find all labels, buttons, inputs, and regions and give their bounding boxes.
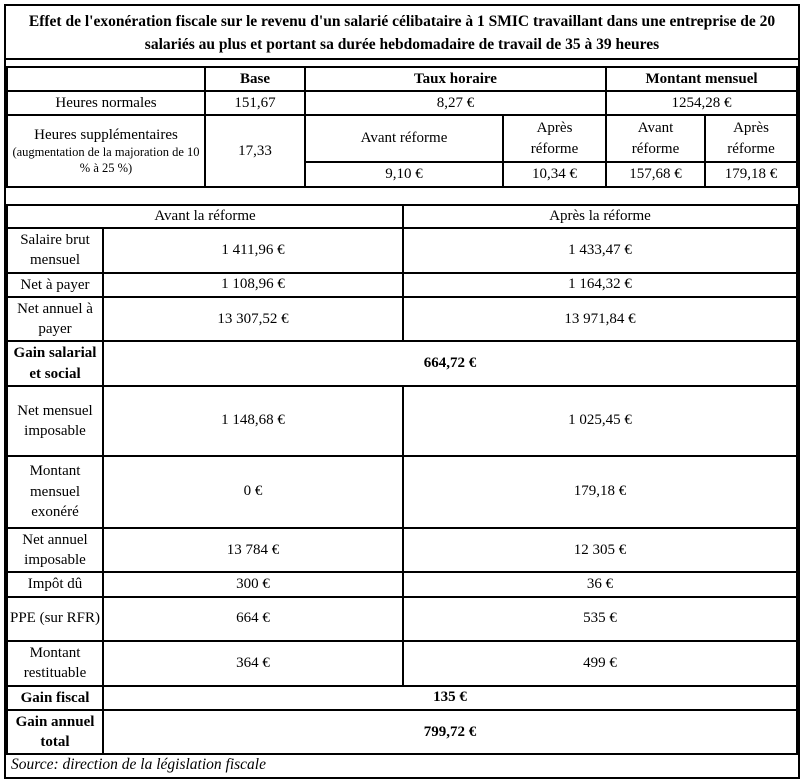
row-net-a-payer — [7, 273, 797, 297]
row-label: Montant restituable — [7, 641, 103, 686]
heures-sup-header-row — [7, 115, 797, 162]
value-avant: 13 307,52 € — [103, 297, 403, 342]
row-montant-mensuel-exonere — [7, 456, 797, 528]
value-apres: 535 € — [403, 597, 797, 641]
row-net-annuel-imposable — [7, 528, 797, 573]
heures-sup-montant-apres: 179,18 € — [705, 162, 797, 187]
row-impot-du — [7, 572, 797, 596]
row-label: Montant mensuel exonéré — [7, 456, 103, 528]
subheader-montant-avant: Avant réforme — [606, 115, 705, 162]
heures-sup-label-cell — [7, 115, 205, 187]
comparison-header-row — [7, 205, 797, 228]
value-apres: 13 971,84 € — [403, 297, 797, 342]
heures-sup-base: 17,33 — [205, 115, 305, 187]
col-header-base: Base — [205, 67, 305, 91]
subheader-taux-apres: Après réforme — [503, 115, 606, 162]
row-net-annuel-a-payer — [7, 297, 797, 342]
value-span: 664,72 € — [103, 341, 797, 386]
value-avant: 664 € — [103, 597, 403, 641]
document-title: Effet de l'exonération fiscale sur le revenu d'un salarié célibataire à 1 SMIC travaillant dans une entreprise de 20 salariés au plus et portant sa durée hebdomadaire de travail de 35 à 39 heures — [6, 6, 798, 60]
value-avant: 13 784 € — [103, 528, 403, 573]
row-label: Salaire brut mensuel — [7, 228, 103, 273]
value-apres: 1 025,45 € — [403, 386, 797, 456]
value-span: 135 € — [103, 686, 797, 710]
heures-normales-montant: 1254,28 € — [606, 91, 797, 115]
heures-sup-taux-avant: 9,10 € — [305, 162, 503, 187]
fiscal-document — [4, 4, 800, 779]
heures-sup-note: (augmentation de la majoration de 10 % à 25 %) — [12, 145, 200, 175]
source-note: Source: direction de la législation fiscale — [11, 756, 266, 774]
row-gain-salarial-et-social — [7, 341, 797, 386]
row-label: Gain fiscal — [7, 686, 103, 710]
value-apres: 36 € — [403, 572, 797, 596]
row-label: Gain annuel total — [7, 710, 103, 755]
value-avant: 0 € — [103, 456, 403, 528]
value-avant: 1 411,96 € — [103, 228, 403, 273]
heures-normales-taux: 8,27 € — [305, 91, 606, 115]
row-label: Net annuel à payer — [7, 297, 103, 342]
heures-sup-montant-avant: 157,68 € — [606, 162, 705, 187]
col-header-montant-mensuel: Montant mensuel — [606, 67, 797, 91]
subheader-taux-avant: Avant réforme — [305, 115, 503, 162]
subheader-montant-apres: Après réforme — [705, 115, 797, 162]
row-label: Gain salarial et social — [7, 341, 103, 386]
hours-table — [6, 66, 798, 188]
value-avant: 300 € — [103, 572, 403, 596]
row-label: Net à payer — [7, 273, 103, 297]
row-label: Net mensuel imposable — [7, 386, 103, 456]
row-ppe-sur-rfr — [7, 597, 797, 641]
value-apres: 1 164,32 € — [403, 273, 797, 297]
header-avant-la-reforme: Avant la réforme — [7, 205, 403, 228]
row-salaire-brut-mensuel — [7, 228, 797, 273]
col-header-taux-horaire: Taux horaire — [305, 67, 606, 91]
heures-sup-taux-apres: 10,34 € — [503, 162, 606, 187]
row-gain-fiscal — [7, 686, 797, 710]
value-span: 799,72 € — [103, 710, 797, 755]
corner-empty-cell — [7, 67, 205, 91]
value-apres: 12 305 € — [403, 528, 797, 573]
value-avant: 364 € — [103, 641, 403, 686]
value-apres: 179,18 € — [403, 456, 797, 528]
row-gain-annuel-total — [7, 710, 797, 755]
value-avant: 1 108,96 € — [103, 273, 403, 297]
header-apres-la-reforme: Après la réforme — [403, 205, 797, 228]
spacer-between-tables — [6, 188, 798, 204]
row-net-mensuel-imposable — [7, 386, 797, 456]
comparison-table — [6, 204, 798, 755]
heures-normales-label: Heures normales — [7, 91, 205, 115]
value-apres: 1 433,47 € — [403, 228, 797, 273]
row-montant-restituable — [7, 641, 797, 686]
row-label: Net annuel imposable — [7, 528, 103, 573]
hours-table-header-row — [7, 67, 797, 91]
heures-sup-label: Heures supplémentaires — [34, 126, 178, 143]
row-label: PPE (sur RFR) — [7, 597, 103, 641]
row-label: Impôt dû — [7, 572, 103, 596]
heures-normales-row — [7, 91, 797, 115]
heures-normales-base: 151,67 — [205, 91, 305, 115]
value-apres: 499 € — [403, 641, 797, 686]
value-avant: 1 148,68 € — [103, 386, 403, 456]
